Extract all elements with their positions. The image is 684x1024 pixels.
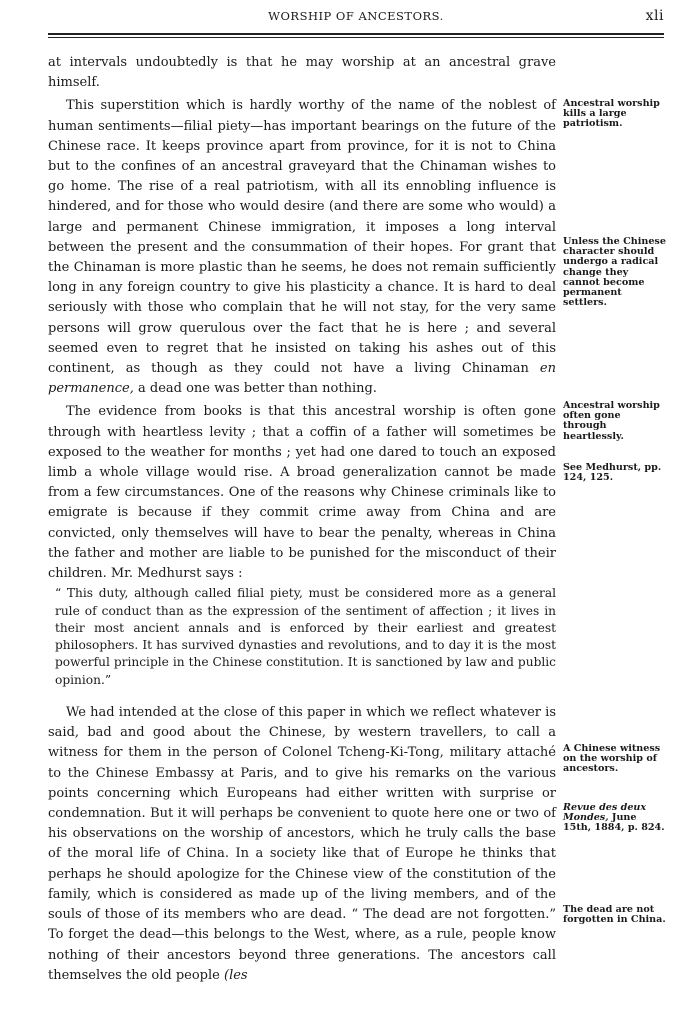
margin-note-chinese-witness: A Chinese witness on the worship of ancestors. xyxy=(563,743,661,775)
header-rule-thin xyxy=(48,37,664,38)
margin-note-dead-not-forgotten: The dead are not forgotten in China. xyxy=(563,904,666,926)
paragraph-superstition-text: This superstition which is hardly worthy of the name of the noblest of human sentiments—filial piety—has important bearings on the future of the Chinese race. It keeps province apart from province, for it is not to China but to the confines of an ancestral graveyard that the Chinaman wishes to go home. The rise of a real patriotism, with all its ennobling influence is hindered, and for those who would desire (and there are some who would) a large and permanent Chinese immigration, it imposes a long interval between the present and the consummation of their hopes. For grant that the Chinaman is more plastic than he seems, he does not remain sufficiently long in any foreign country to give his plasticity a chance. It is hard to deal seriously with those who complain that he will not stay, for the very same persons will grow querulous over the fact that he is here ; and several seemed even to regret that he insisted on taking his ashes out of this continent, as though as they could not have a living Chinaman xyxy=(48,98,556,377)
revue-title: Revue des deux Mondes, xyxy=(563,802,647,824)
paragraph-witness xyxy=(48,703,556,986)
running-header xyxy=(48,9,664,27)
margin-note-revue-ref xyxy=(563,803,667,834)
medhurst-quotation: “ This duty, although called filial piety, must be considered more as a general rule of conduct than as the expression of the sentiment of affection ; it lives in their most ancient annals and is enforced by their earliest and greatest philosophers. It has survived dynasties and revolutions, and to day it is the most powerful principle in the Chinese constitution. It is sanctioned by law and public opinion.” xyxy=(55,586,556,687)
italic-les: (les xyxy=(224,967,248,983)
margin-note-heartless: Ancestral worship often gone through heartlessly. xyxy=(563,400,660,442)
running-title: WORSHIP OF ANCESTORS. xyxy=(268,9,444,23)
revue-date: June 15th, 1884, p. 824. xyxy=(563,812,665,834)
paragraph-continuation: at intervals undoubtedly is that he may worship at an ancestral grave himself. xyxy=(48,55,556,91)
margin-note-settlers: Unless the Chinese character should undergo a radical change they cannot become permanent settlers. xyxy=(563,236,666,309)
paragraph-superstition xyxy=(48,96,556,399)
paragraph-evidence: The evidence from books is that this ancestral worship is often gone through with heartless levity ; that a coffin of a father will sometimes be exposed to the weather for months ; yet had one dared to touch an exposed limb a whole village would rise. A broad generalization cannot be made from a few circumstances. One of the reasons why Chinese criminals like to emigrate is because if they commit crime away from China and are convicted, only themselves will have to bear the penalty, whereas in China the father and mother are liable to be punished for the misconduct of their children. Mr. Medhurst says : xyxy=(48,404,556,582)
page-number: xli xyxy=(645,8,664,24)
italic-phrase-en-permanence: en permanence, xyxy=(48,361,556,397)
paragraph-superstition-end: a dead one was better than nothing. xyxy=(133,381,377,397)
header-rule-thick xyxy=(48,33,664,35)
main-text-column xyxy=(48,53,556,986)
paragraph-witness-text: We had intended at the close of this paper in which we reflect whatever is said, bad and good about the Chinese, by western travellers, to call a witness for them in the person of Colonel Tcheng-Ki-Tong, military attaché to the Chinese Embassy at Paris, and to give his remarks on the various points concerning which Europeans had either written with surprise or condemnation. But it will perhaps be convenient to quote here one or two of his observations on the worship of ancestors, which he truly calls the base of the moral life of China. In a society like that of Europe he thinks that perhaps he should apologize for the Chinese view of the constitution of the family, which is considered as made up of the living members, and of the souls of those of its members who are dead. “ The dead are not forgotten.” To forget the dead—this belongs to the West, where, as a rule, people know nothing of their ancestors beyond three generations. The ancestors call themselves the old people xyxy=(48,705,556,983)
margin-note-medhurst-ref: See Medhurst, pp. 124, 125. xyxy=(563,462,662,484)
margin-note-patriotism: Ancestral worship kills a large patriotism. xyxy=(563,98,660,130)
